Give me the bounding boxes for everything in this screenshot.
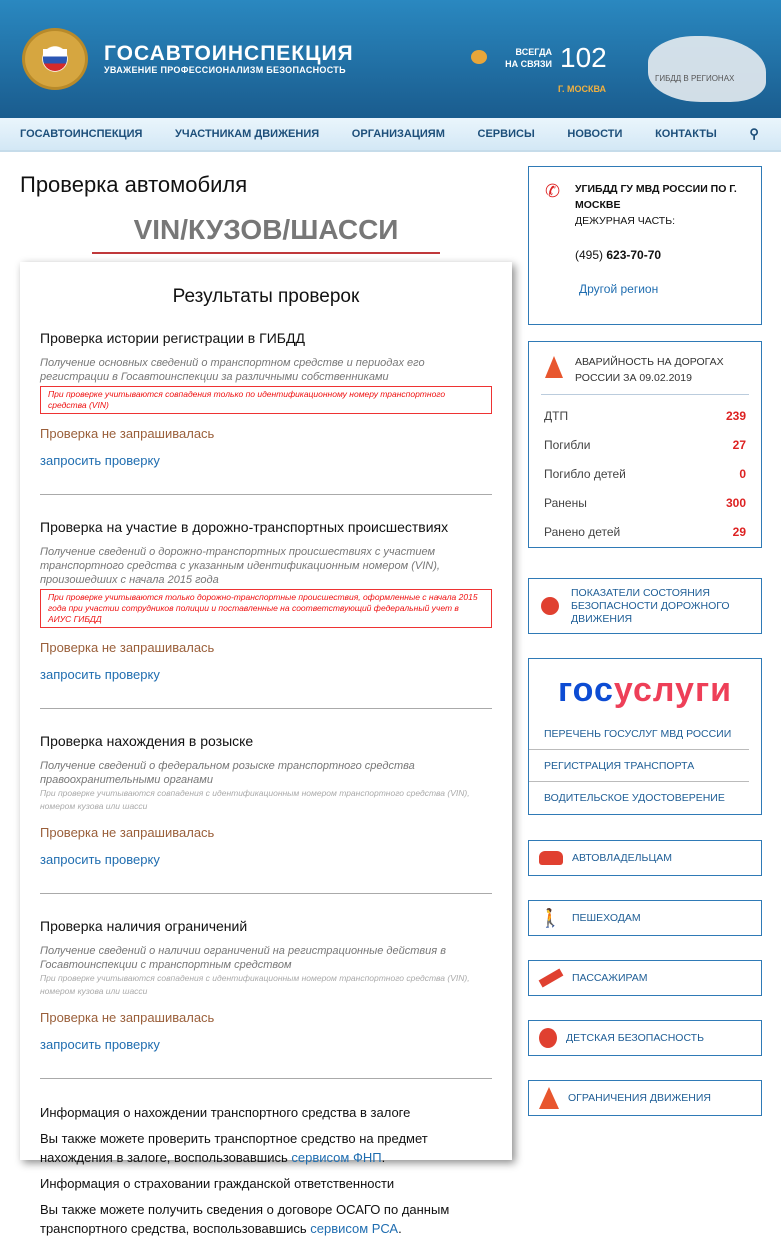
check-desc: Получение сведений о наличии ограничений на регистрационные действия в Госавтоинспекции с транспортным средством	[40, 945, 446, 971]
nav-organizations[interactable]: ОРГАНИЗАЦИЯМ	[351, 128, 445, 140]
phone-102: 102	[560, 42, 607, 73]
request-check-link[interactable]: запросить проверку	[40, 667, 160, 682]
russia-map-icon[interactable]	[648, 36, 766, 102]
check-title: Проверка нахождения в розыске	[40, 733, 254, 749]
contact-phone: 623-70-70	[606, 248, 662, 262]
request-check-link[interactable]: запросить проверку	[40, 1037, 160, 1052]
check-title: Проверка на участие в дорожно-транспортных происшествиях	[40, 519, 449, 535]
check-status: Проверка не запрашивалась	[40, 825, 215, 840]
check-status: Проверка не запрашивалась	[40, 426, 215, 441]
safety-icon	[541, 597, 559, 615]
check-desc: Получение сведений о федеральном розыске транспортного средства правоохранительными органами	[40, 760, 415, 786]
car-owners-button[interactable]: АВТОВЛАДЕЛЬЦАМ	[528, 840, 762, 876]
check-section	[40, 519, 492, 709]
results-card	[20, 262, 512, 1236]
nav-news[interactable]: НОВОСТИ	[567, 128, 623, 140]
nav-services[interactable]: СЕРВИСЫ	[477, 128, 535, 140]
eye-icon[interactable]	[471, 50, 487, 64]
page-subtitle: VIN/КУЗОВ/ШАССИ	[92, 214, 440, 254]
check-section	[40, 330, 492, 495]
child-icon	[539, 1028, 557, 1048]
stat-row: ДТП 239	[544, 408, 746, 423]
check-status: Проверка не запрашивалась	[40, 1010, 215, 1025]
nav-contacts[interactable]: КОНТАКТЫ	[655, 128, 717, 140]
request-check-link[interactable]: запросить проверку	[40, 852, 160, 867]
seatbelt-icon	[539, 969, 564, 988]
check-note: При проверке учитываются совпадения с идентификационным номером транспортного средства (VIN), номером кузова или шасси	[40, 788, 470, 811]
pedestrians-button[interactable]: 🚶 ПЕШЕХОДАМ	[528, 900, 762, 936]
insurance-text: Вы также можете получить сведения о договоре ОСАГО по данным транспортного средства, воспользовавшись	[40, 1202, 450, 1236]
check-title: Проверка наличия ограничений	[40, 918, 248, 934]
car-icon	[539, 851, 563, 865]
check-section	[40, 918, 492, 1079]
brand-name[interactable]: ГОСАВТОИНСПЕКЦИЯ	[104, 42, 354, 65]
request-check-link[interactable]: запросить проверку	[40, 453, 160, 468]
search-icon[interactable]: ⚲	[749, 126, 759, 141]
gosuslugi-logo[interactable]: госуслуги	[557, 671, 733, 709]
child-safety-button[interactable]: ДЕТСКАЯ БЕЗОПАСНОСТЬ	[528, 1020, 762, 1056]
passengers-button[interactable]: ПАССАЖИРАМ	[528, 960, 762, 996]
gosuslugi-link[interactable]: ПЕРЕЧЕНЬ ГОСУСЛУГ МВД РОССИИ	[529, 718, 749, 750]
site-header	[0, 0, 781, 118]
traffic-restrictions-button[interactable]: ОГРАНИЧЕНИЯ ДВИЖЕНИЯ	[528, 1080, 762, 1116]
brand-slogan: УВАЖЕНИЕ ПРОФЕССИОНАЛИЗМ БЕЗОПАСНОСТЬ	[104, 65, 346, 75]
check-status: Проверка не запрашивалась	[40, 640, 215, 655]
stat-row: Погибло детей 0	[544, 466, 746, 481]
check-title: Проверка истории регистрации в ГИБДД	[40, 330, 305, 346]
regions-link[interactable]: ГИБДД В РЕГИОНАХ	[655, 74, 735, 83]
accidents-box	[528, 341, 762, 548]
page-title: Проверка автомобиля	[20, 172, 248, 197]
check-warning: При проверке учитываются совпадения только по идентификационному номеру транспортного средства (VIN)	[40, 386, 492, 414]
pledge-text: Вы также можете проверить транспортное средство на предмет нахождения в залоге, воспользовавшись	[40, 1131, 428, 1165]
nav-participants[interactable]: УЧАСТНИКАМ ДВИЖЕНИЯ	[175, 128, 320, 140]
always-line1: ВСЕГДА	[515, 47, 552, 57]
gosuslugi-link[interactable]: РЕГИСТРАЦИЯ ТРАНСПОРТА	[529, 750, 749, 782]
rsa-link[interactable]: сервисом РСА	[310, 1221, 399, 1236]
main-nav	[0, 118, 781, 152]
accidents-title: АВАРИЙНОСТЬ НА ДОРОГАХ РОССИИ ЗА 09.02.2019	[575, 356, 724, 384]
check-desc: Получение основных сведений о транспортном средстве и периодах его регистрации в Госавтоинспекции за различными собственниками	[40, 357, 425, 383]
always-line2: НА СВЯЗИ	[505, 59, 552, 69]
stat-row: Погибли 27	[544, 437, 746, 452]
cone-icon	[545, 356, 563, 378]
results-title: Результаты проверок	[172, 286, 360, 307]
check-desc: Получение сведений о дорожно-транспортных происшествиях с участием транспортного средства с указанным идентификационным номером (VIN), произошедших с начала 2015 года	[40, 546, 440, 586]
safety-indicators-link[interactable]	[528, 578, 762, 634]
insurance-title: Информация о страховании гражданской ответственности	[40, 1176, 395, 1191]
always-connected	[500, 46, 552, 70]
safety-label: ПОКАЗАТЕЛИ СОСТОЯНИЯ БЕЗОПАСНОСТИ ДОРОЖНОГО ДВИЖЕНИЯ	[571, 586, 730, 625]
contact-duty: ДЕЖУРНАЯ ЧАСТЬ:	[575, 215, 676, 227]
phone-icon: ✆	[545, 181, 561, 201]
contact-box	[528, 166, 762, 325]
contact-org: УГИБДД ГУ МВД РОССИИ ПО Г. МОСКВЕ	[575, 183, 737, 211]
stat-row: Ранено детей 29	[544, 524, 746, 539]
check-warning: При проверке учитываются только дорожно-транспортные происшествия, оформленные с начала 2015 года при участии сотрудников полиции и поставленные на соответствующий федеральный учет в АИУС ГИБДД	[40, 589, 492, 628]
stat-row: Ранены 300	[544, 495, 746, 510]
phone-code: (495)	[575, 248, 607, 262]
other-region-link[interactable]: Другой регион	[579, 282, 659, 296]
check-note: При проверке учитываются совпадения с идентификационным номером транспортного средства (VIN), номером кузова или шасси	[40, 973, 470, 996]
extra-info: Информация о нахождении транспортного средства в залоге Вы также можете проверить транспортное средство на предмет нахождения в залоге, воспользовавшись сервисом ФНП. Информация о страховании гражданской ответственности Вы также можете получить сведения о договоре ОСАГО по данным транспортного средства, воспользовавшись сервисом РСА.	[40, 1103, 492, 1238]
gosuslugi-link[interactable]: ВОДИТЕЛЬСКОЕ УДОСТОВЕРЕНИЕ	[544, 792, 725, 804]
cone-icon	[539, 1087, 559, 1109]
gosuslugi-box	[528, 658, 762, 815]
check-section	[40, 733, 492, 894]
fnp-link[interactable]: сервисом ФНП	[291, 1150, 382, 1165]
city-selector[interactable]: Г. МОСКВА	[558, 84, 607, 94]
nav-gosavto[interactable]: ГОСАВТОИНСПЕКЦИЯ	[20, 128, 143, 140]
pedestrian-icon: 🚶	[539, 908, 562, 928]
emblem-logo[interactable]	[22, 28, 88, 90]
pledge-title: Информация о нахождении транспортного средства в залоге	[40, 1105, 411, 1120]
